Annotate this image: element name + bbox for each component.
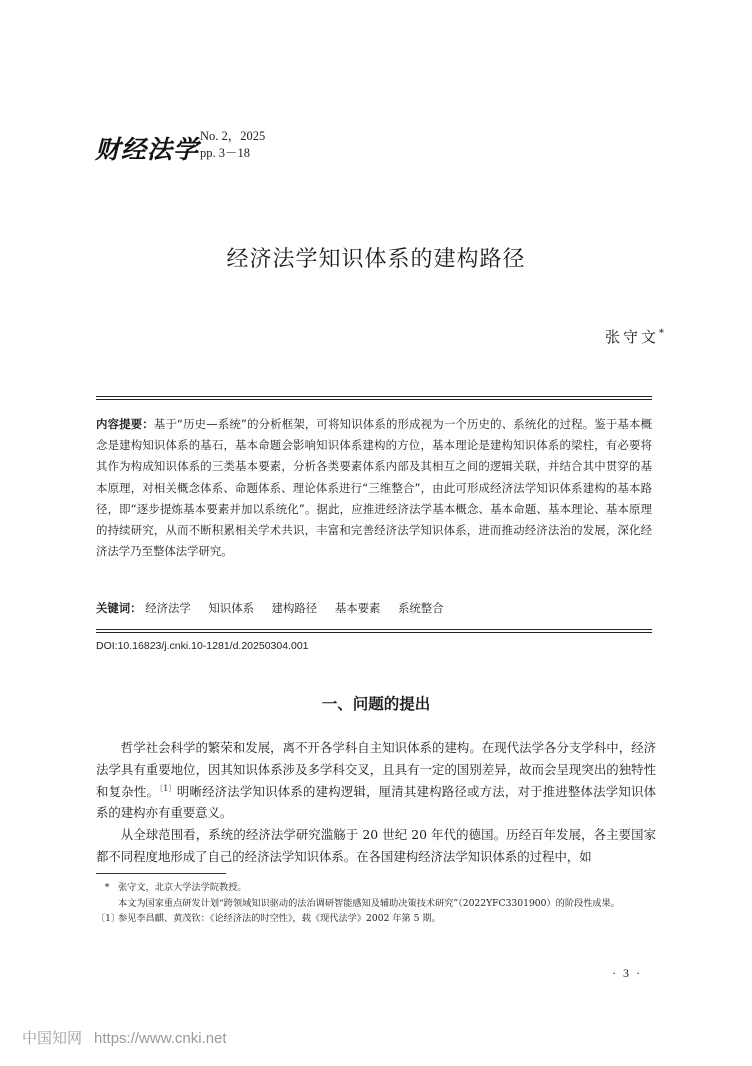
- footnote-ref: 〔1〕: [159, 783, 177, 793]
- abstract-text: 基于“历史—系统”的分析框架，可将知识体系的形成视为一个历史的、系统化的过程。鉴于基本概念是建构知识体系的基石，基本命题会影响知识体系建构的方位，基本理论是建构知识体系的梁柱，有必要将其作为构成知识体系的三类基本要素，分析各类要素体系内部及其相互之间的逻辑关联，并结合其中贯穿的基本原理，对相关概念体系、命题体系、理论体系进行“三维整合”，由此可形成经济法学知识体系建构的基本路径，即“逐步提炼基本要素并加以系统化”。据此，应推进经济法学基本概念、基本命题、基本理论、基本原理的持续研究，从而不断积累相关学术共识，丰富和完善经济法学知识体系，进而推动经济法治的发展，深化经济法学乃至整体法学研究。: [96, 417, 652, 559]
- keyword: 建构路径: [271, 601, 318, 615]
- author-mark: *: [659, 328, 664, 339]
- footnote-mark: *: [104, 882, 110, 893]
- keyword: 基本要素: [334, 601, 381, 615]
- author-name: 张守文: [604, 328, 659, 346]
- footnote-mark: 〔1〕: [96, 913, 121, 924]
- issue-info: [200, 128, 265, 162]
- abstract-label: 内容提要：: [96, 417, 154, 431]
- watermark: [22, 1027, 227, 1048]
- footnote-rule: [96, 873, 226, 874]
- journal-logo: 财经法学: [95, 135, 200, 164]
- keywords-label: 关键词：: [96, 601, 142, 615]
- watermark-url: https://www.cnki.net: [94, 1030, 227, 1047]
- body-text: [96, 737, 656, 868]
- keyword: 系统整合: [398, 601, 444, 615]
- doi: DOI:10.16823/j.cnki.10-1281/d.20250304.001: [96, 640, 309, 652]
- abstract: [96, 414, 652, 562]
- paragraph: [96, 737, 656, 824]
- footnote-author: [96, 880, 656, 896]
- keyword: 知识体系: [208, 601, 254, 615]
- issue-number: No. 2，2025: [200, 129, 266, 143]
- footnotes: [96, 880, 656, 927]
- section-heading: 一、问题的提出: [321, 695, 431, 713]
- keywords-bottom-rule-2: [96, 632, 652, 633]
- keywords: [96, 600, 652, 616]
- footnote-text: 参见李昌麒、黄茂钦：《论经济法的时空性》，载《现代法学》2002 年第 5 期。: [118, 913, 441, 924]
- footnote-1: [96, 911, 656, 927]
- paragraph-text: 哲学社会科学的繁荣和发展，离不开各学科自主知识体系的建构。在现代法学各分支学科中，经济法学具有重要地位，因其知识体系涉及多学科交叉，且具有一定的国别差异，故而会呈现突出的独特性和复杂性。: [96, 740, 656, 799]
- page-range: pp. 3－18: [200, 146, 251, 160]
- author-line: [605, 326, 664, 347]
- page-number: · 3 ·: [612, 966, 642, 980]
- paragraph: [96, 824, 656, 868]
- article-title: 经济法学知识体系的建构路径: [226, 247, 526, 272]
- keywords-bottom-rule: [96, 629, 652, 630]
- watermark-brand: 中国知网: [22, 1029, 83, 1047]
- abstract-top-rule-2: [96, 399, 652, 400]
- footnote-text: 张守文，北京大学法学院教授。: [118, 882, 247, 893]
- keyword: 经济法学: [145, 601, 191, 615]
- paragraph-text: 明晰经济法学知识体系的建构逻辑，厘清其建构路径或方法，对于推进整体法学知识体系的建构亦有重要意义。: [96, 783, 656, 821]
- paragraph-text: 从全球范围看，系统的经济法学研究滥觞于 20 世纪 20 年代的德国。历经百年发展，各主要国家都不同程度地形成了自己的经济法学知识体系。在各国建构经济法学知识体系的过程中，如: [96, 827, 656, 864]
- abstract-top-rule: [96, 396, 652, 397]
- footnote-funding: 本文为国家重点研发计划“跨领域知识驱动的法治调研智能感知及辅助决策技术研究”（2022YFC3301900）的阶段性成果。: [118, 897, 620, 909]
